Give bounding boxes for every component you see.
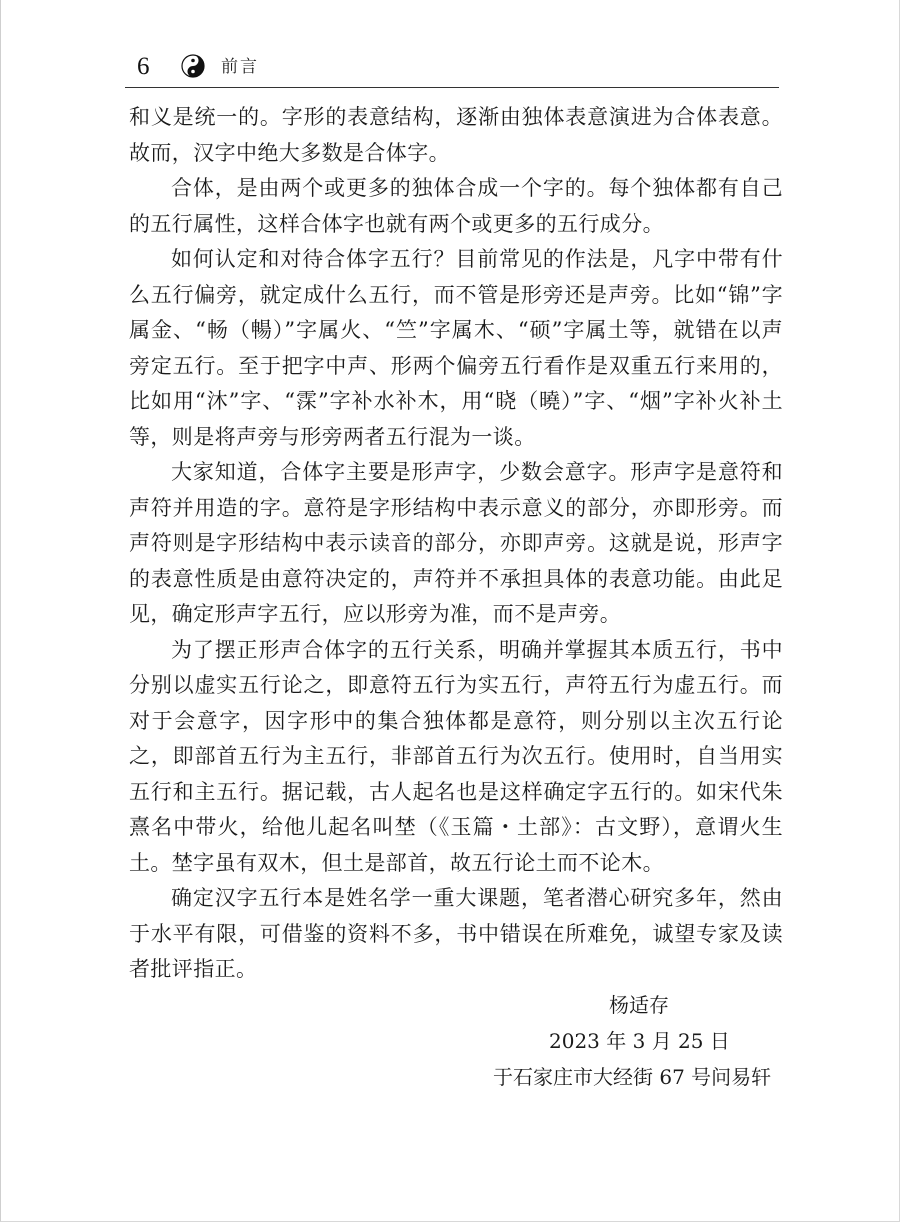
page-header <box>125 50 779 90</box>
section-title: 前言 <box>221 57 259 77</box>
paragraph: 如何认定和对待合体字五行？目前常见的作法是，凡字中带有什么五行偏旁，就定成什么五行，而不管是形旁还是声旁。比如“锦”字属金、“畅（暢）”字属火、“竺”字属木、“硕”字属土等，就错在以声旁定五行。至于把字中声、形两个偏旁五行看作是双重五行来用的，比如用“沐”字、“霂”字补水补木，用“晓（曉）”字、“烟”字补火补土等，则是将声旁与形旁两者五行混为一谈。 <box>129 247 783 449</box>
paragraph: 确定汉字五行本是姓名学一重大课题，笔者潜心研究多年，然由于水平有限，可借鉴的资料不多，书中错误在所难免，诚望专家及读者批评指正。 <box>129 886 783 981</box>
paragraph-continuation: 和义是统一的。字形的表意结构，逐渐由独体表意演进为合体表意。故而，汉字中绝大多数是合体字。 <box>129 105 783 165</box>
paragraph: 为了摆正形声合体字的五行关系，明确并掌握其本质五行，书中分别以虚实五行论之，即意符五行为实五行，声符五行为虚五行。而对于会意字，因字形中的集合独体都是意符，则分别以主次五行论之，即部首五行为主五行，非部首五行为次五行。使用时，自当用实五行和主五行。据记载，古人起名也是这样确定字五行的。如宋代朱熹名中带火，给他儿起名叫埜（《玉篇・土部》：古文野），意谓火生土。埜字虽有双木，但土是部首，故五行论土而不论木。 <box>129 637 783 875</box>
paragraph: 大家知道，合体字主要是形声字，少数会意字。形声字是意符和声符并用造的字。意符是字形结构中表示意义的部分，亦即形旁。而声符则是字形结构中表示读音的部分，亦即声旁。这就是说，形声字的表意性质是由意符决定的，声符并不承担具体的表意功能。由此足见，确定形声字五行，应以形旁为准，而不是声旁。 <box>129 460 783 626</box>
paragraph: 合体，是由两个或更多的独体合成一个字的。每个独体都有自己的五行属性，这样合体字也就有两个或更多的五行成分。 <box>129 176 783 236</box>
body-text <box>129 100 783 988</box>
signature-date: 2023 年 3 月 25 日 <box>549 1029 730 1053</box>
yin-yang-icon <box>181 54 205 78</box>
author-name: 杨适存 <box>609 993 669 1017</box>
signature-place: 于石家庄市大经街 67 号问易轩 <box>493 1065 772 1089</box>
header-divider <box>125 87 779 88</box>
page-number: 6 <box>137 53 150 80</box>
